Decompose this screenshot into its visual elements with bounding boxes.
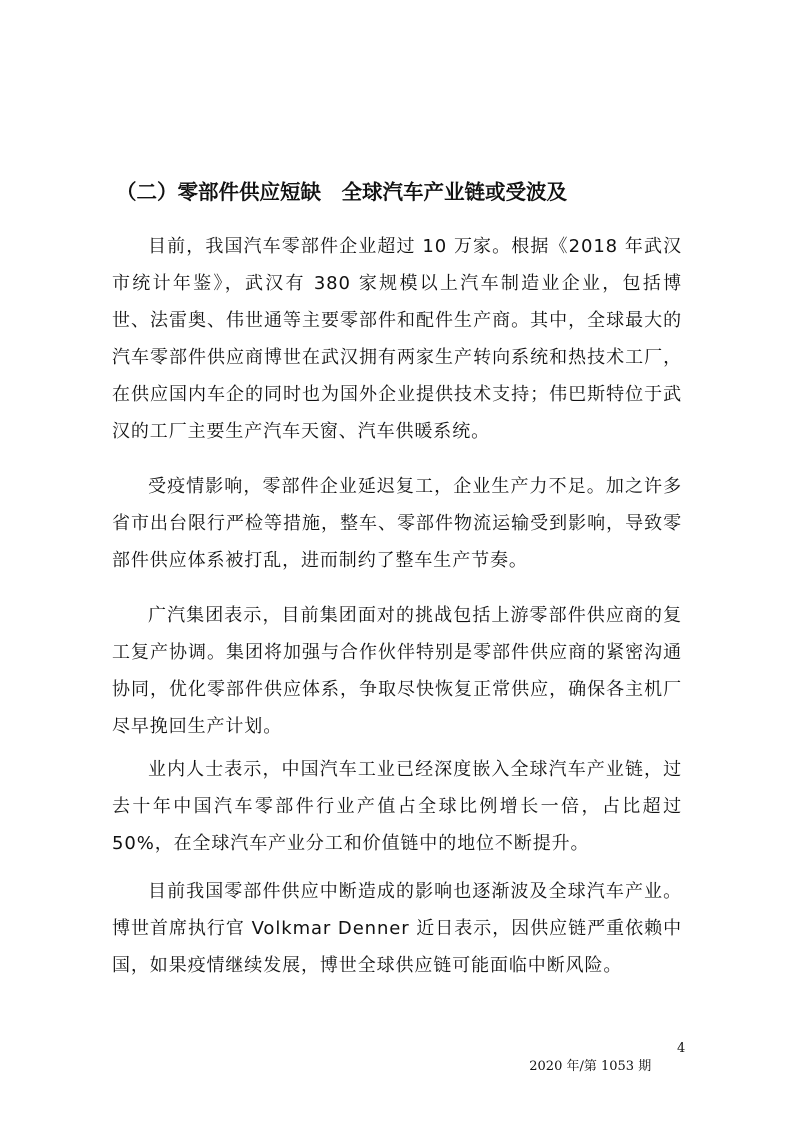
paragraph-gac-statement: 广汽集团表示，目前集团面对的挑战包括上游零部件供应商的复工复产协调。集团将加强与合作伙伴特别是零部件供应商的紧密沟通协同，优化零部件供应体系，争取尽快恢复正常供应，确保各主机厂尽早挽回生产计划。: [112, 605, 682, 737]
paragraph-epidemic-impact: 受疫情影响，零部件企业延迟复工，企业生产力不足。加之许多省市出台限行严检等措施，整车、零部件物流运输受到影响，导致零部件供应体系被打乱，进而制约了整车生产节奏。: [112, 476, 682, 571]
page-footer: [521, 1040, 686, 1094]
issue-label: 2020 年/第 1053 期: [529, 1059, 652, 1074]
paragraph-global-supply-risk: 目前我国零部件供应中断造成的影响也逐渐波及全球汽车产业。博世首席执行官 Volkmar Denner 近日表示，因供应链严重依赖中国，如果疫情继续发展，博世全球供应链可能面临中断风险。: [112, 881, 682, 976]
section-heading: （二）零部件供应短缺 全球汽车产业链或受波及: [116, 180, 567, 204]
paragraph-industry-insider: 业内人士表示，中国汽车工业已经深度嵌入全球汽车产业链，过去十年中国汽车零部件行业产值占全球比例增长一倍，占比超过 50%，在全球汽车产业分工和价值链中的地位不断提升。: [112, 759, 682, 854]
page-number: 4: [677, 1041, 686, 1056]
paragraph-auto-parts-overview: 目前，我国汽车零部件企业超过 10 万家。根据《2018 年武汉市统计年鉴》，武汉有 380 家规模以上汽车制造业企业，包括博世、法雷奥、伟世通等主要零部件和配件生产商。其中，全球最大的汽车零部件供应商博世在武汉拥有两家生产转向系统和热技术工厂，在供应国内车企的同时也为国外企业提供技术支持；伟巴斯特位于武汉的工厂主要生产汽车天窗、汽车供暖系统。: [112, 236, 682, 442]
